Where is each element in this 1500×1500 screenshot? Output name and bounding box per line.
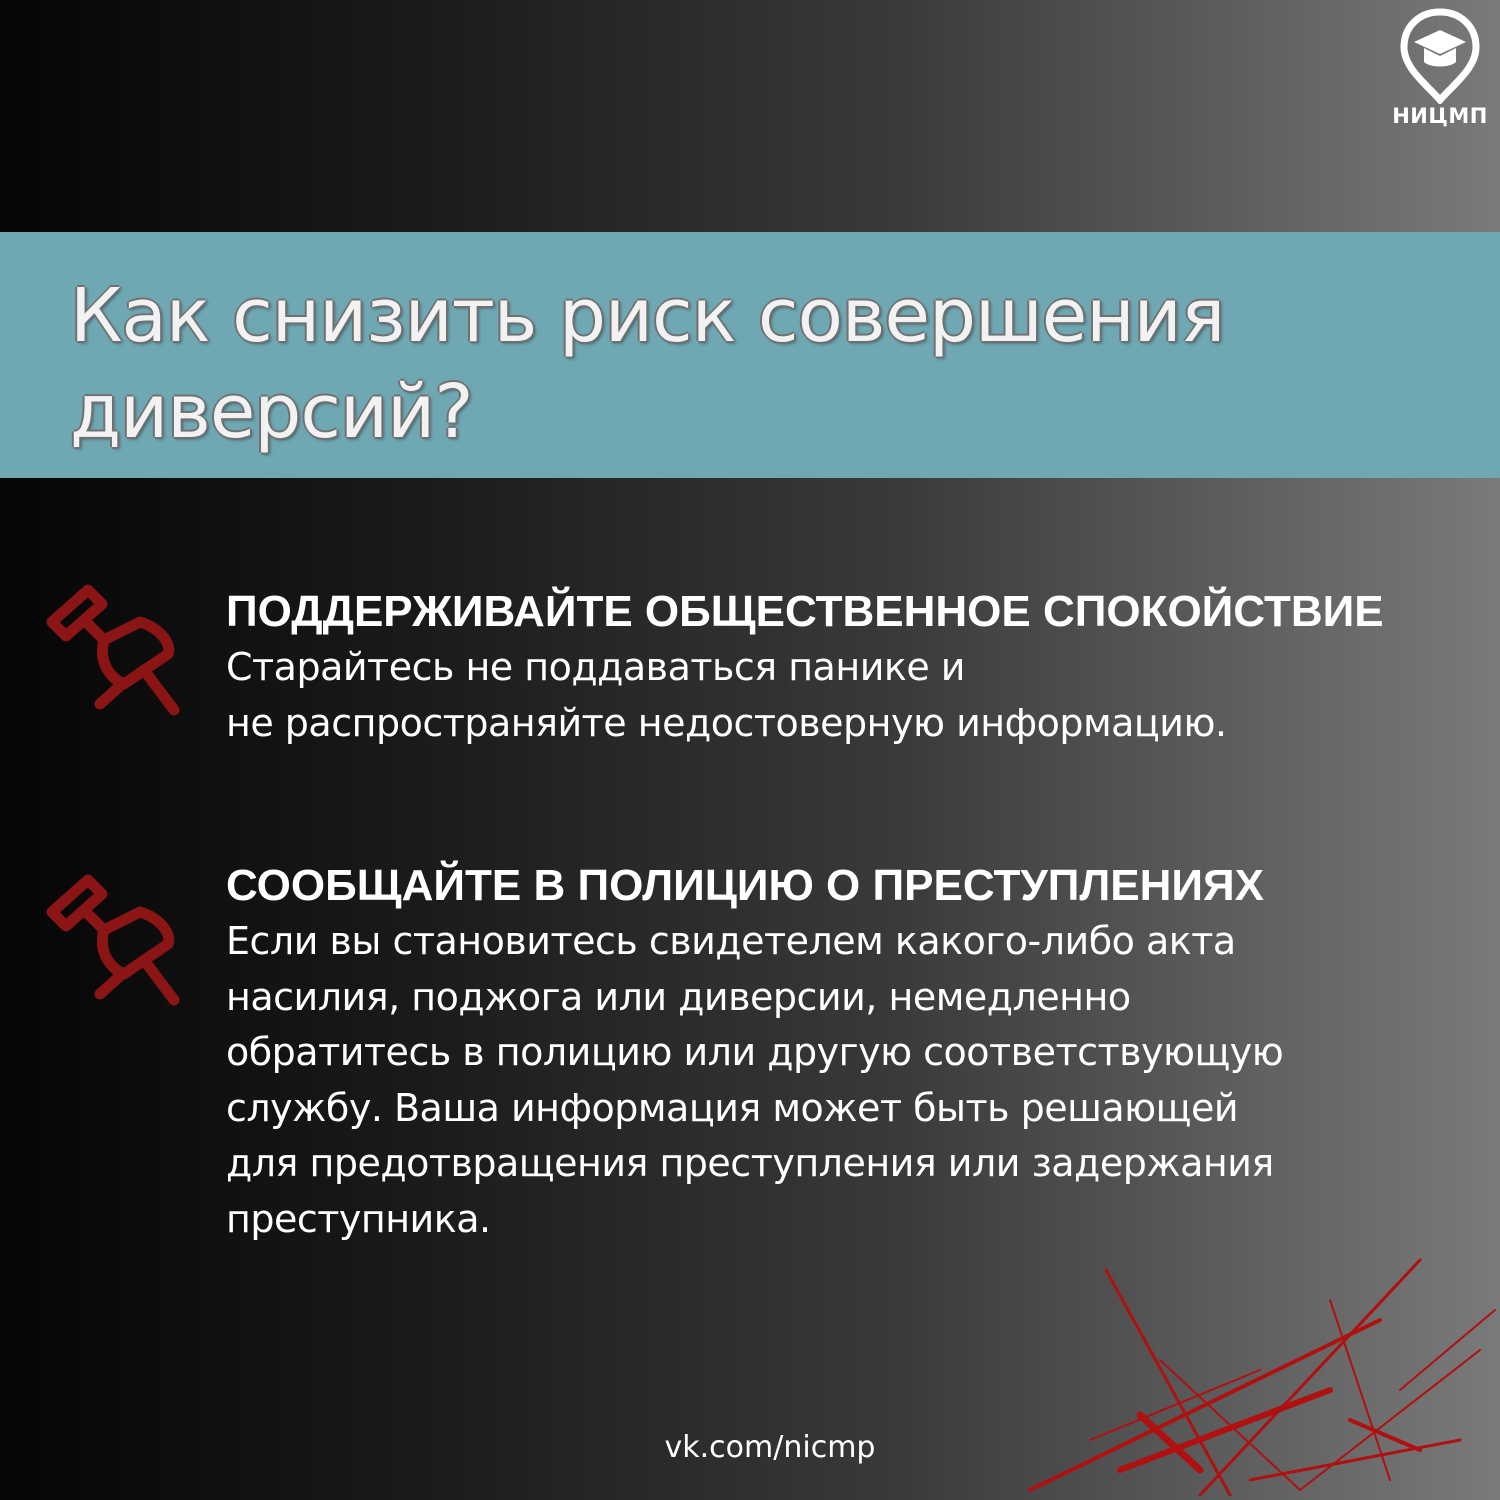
advice-item: [226, 858, 1466, 1247]
advice-heading: ПОДДЕРЖИВАЙТЕ ОБЩЕСТВЕННОЕ СПОКОЙСТВИЕ: [226, 587, 1384, 636]
pushpin-icon: [40, 582, 190, 722]
footer-link[interactable]: vk.com/nicmp: [664, 1430, 876, 1465]
advice-text: Если вы становитесь свидетелем какого-либо акта насилия, поджога или диверсии, немедленно обратитесь в полицию или другую соответствующую службу. Ваша информация может быть решающей для предотвращения преступления или задержания преступника.: [226, 919, 1284, 1241]
advice-text: Старайтесь не поддаваться панике и не распространяйте недостоверную информацию.: [226, 645, 1227, 745]
logo: [1388, 8, 1492, 128]
page-title: Как снизить риск совершения диверсий?: [70, 273, 1225, 455]
logo-text: НИЦМП: [1392, 104, 1488, 128]
graduation-cap-pin-icon: [1400, 8, 1480, 104]
pushpin-icon: [40, 872, 190, 1012]
advice-item: [226, 584, 1466, 751]
advice-heading: СООБЩАЙТЕ В ПОЛИЦИЮ О ПРЕСТУПЛЕНИЯХ: [226, 861, 1264, 910]
title-banner: [0, 232, 1500, 478]
